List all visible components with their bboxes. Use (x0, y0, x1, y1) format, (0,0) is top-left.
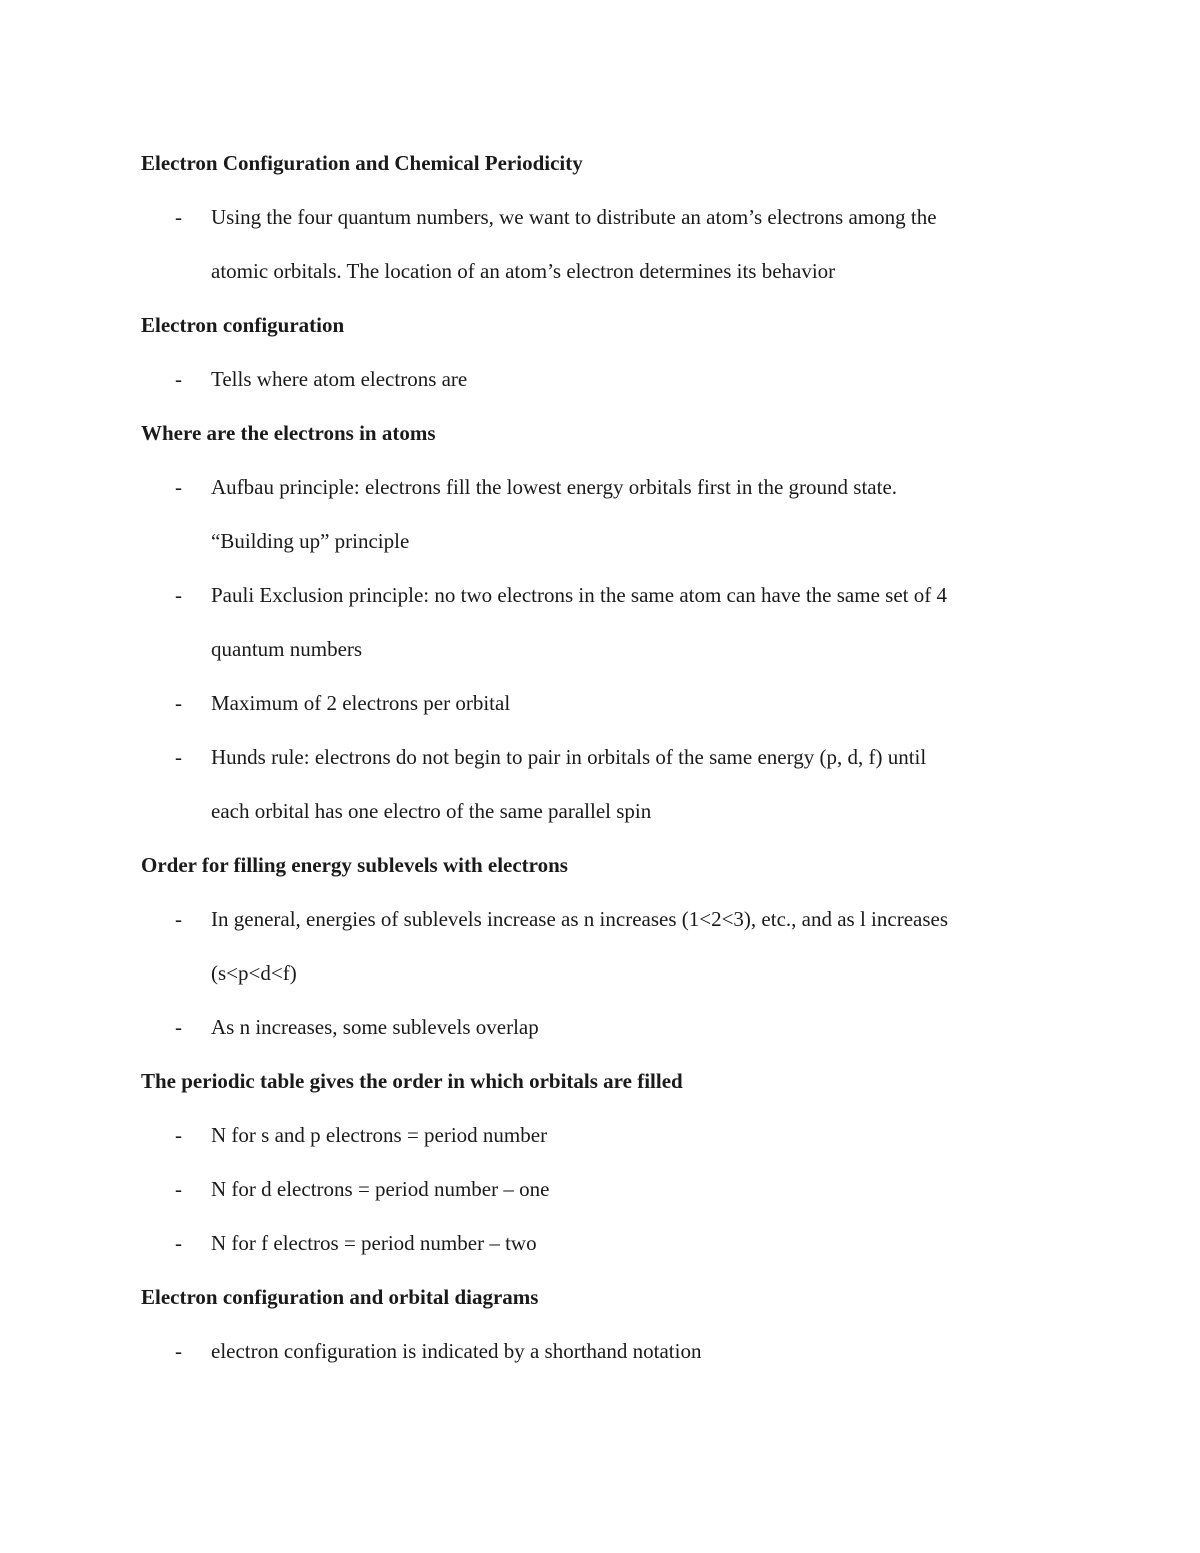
bullet-text-line: atomic orbitals. The location of an atom’s electron determines its behavior (211, 259, 836, 283)
bullet-text-line: Maximum of 2 electrons per orbital (211, 691, 511, 715)
document-body (141, 136, 1061, 1378)
bullet-dash: - (175, 205, 182, 229)
bullet-dash: - (175, 1177, 182, 1201)
bullet-item (141, 1162, 1061, 1216)
bullet-item (141, 352, 1061, 406)
bullet-dash: - (175, 367, 182, 391)
section-heading: Electron Configuration and Chemical Periodicity (141, 151, 583, 175)
bullet-item (141, 1108, 1061, 1162)
bullet-item (141, 1000, 1061, 1054)
bullet-dash: - (175, 1015, 182, 1039)
bullet-text-line: N for s and p electrons = period number (211, 1123, 548, 1147)
section-heading: Order for filling energy sublevels with electrons (141, 853, 568, 877)
bullet-item (141, 1216, 1061, 1270)
bullet-text-line: N for f electros = period number – two (211, 1231, 537, 1255)
bullet-item (141, 460, 1061, 568)
bullet-dash: - (175, 907, 182, 931)
bullet-item (141, 676, 1061, 730)
bullet-dash: - (175, 475, 182, 499)
bullet-dash: - (175, 1231, 182, 1255)
bullet-text-line: Aufbau principle: electrons fill the lowest energy orbitals first in the ground state. (211, 475, 898, 499)
bullet-text-line: “Building up” principle (211, 529, 410, 553)
bullet-text-line: (s<p<d<f) (211, 961, 297, 985)
bullet-dash: - (175, 745, 182, 769)
bullet-text-line: In general, energies of sublevels increase as n increases (1<2<3), etc., and as l increases (211, 907, 948, 931)
bullet-dash: - (175, 1123, 182, 1147)
bullet-item (141, 190, 1061, 298)
bullet-dash: - (175, 1339, 182, 1363)
section-heading: The periodic table gives the order in which orbitals are filled (141, 1069, 683, 1093)
section-heading: Electron configuration and orbital diagrams (141, 1285, 539, 1309)
bullet-item (141, 568, 1061, 676)
bullet-text-line: Tells where atom electrons are (211, 367, 468, 391)
bullet-item (141, 730, 1061, 838)
section-heading: Where are the electrons in atoms (141, 421, 436, 445)
bullet-dash: - (175, 691, 182, 715)
bullet-item (141, 1324, 1061, 1378)
bullet-text-line: electron configuration is indicated by a shorthand notation (211, 1339, 702, 1363)
section-heading: Electron configuration (141, 313, 345, 337)
bullet-item (141, 892, 1061, 1000)
bullet-text-line: Hunds rule: electrons do not begin to pair in orbitals of the same energy (p, d, f) until (211, 745, 927, 769)
bullet-text-line: quantum numbers (211, 637, 363, 661)
bullet-text-line: As n increases, some sublevels overlap (211, 1015, 539, 1039)
bullet-text-line: each orbital has one electro of the same parallel spin (211, 799, 652, 823)
bullet-text-line: Using the four quantum numbers, we want to distribute an atom’s electrons among the (211, 205, 937, 229)
bullet-dash: - (175, 583, 182, 607)
bullet-text-line: Pauli Exclusion principle: no two electrons in the same atom can have the same set of 4 (211, 583, 947, 607)
bullet-text-line: N for d electrons = period number – one (211, 1177, 550, 1201)
